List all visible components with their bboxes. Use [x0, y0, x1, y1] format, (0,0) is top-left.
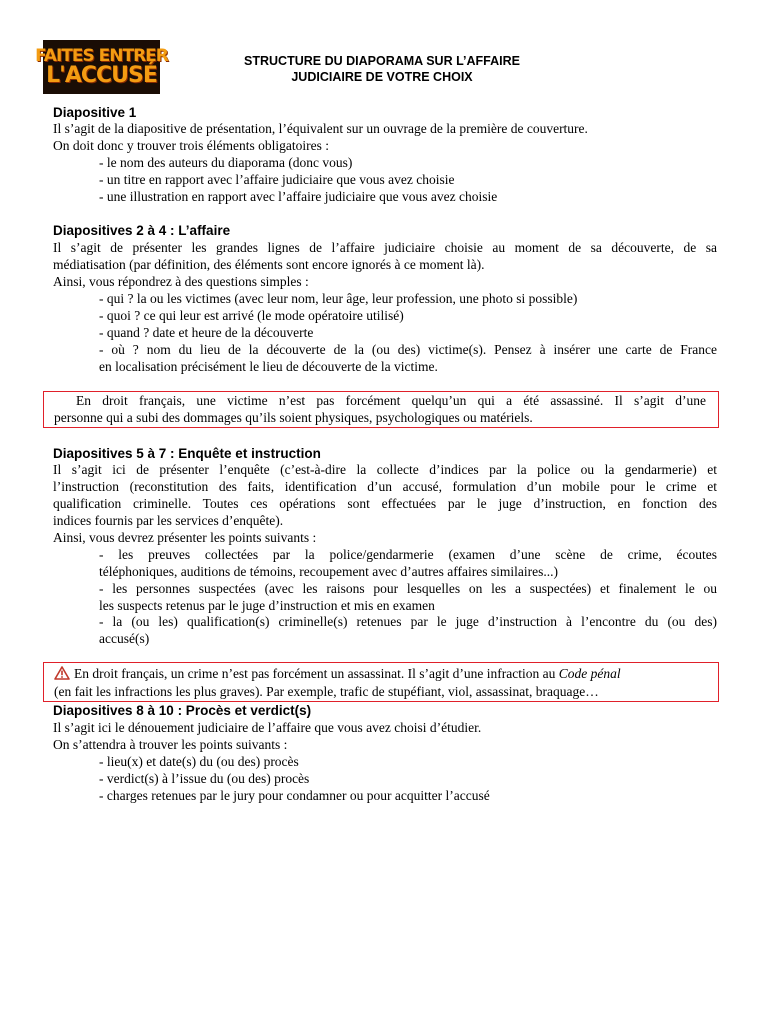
list-item: - les preuves collectées par la police/gendarmerie (examen d’une scène de crime, écoutes [99, 547, 717, 562]
section-1-heading: Diapositive 1 [53, 105, 137, 120]
note-box-victim [43, 391, 719, 428]
section-3-paragraph: indices fournis par les services d’enquête). [53, 513, 284, 528]
note-text: personne qui a subi des dommages qu’ils soient physiques, psychologiques ou matériels. [54, 410, 533, 425]
list-item: - une illustration en rapport avec l’affaire judiciaire que vous avez choisie [99, 189, 498, 204]
logo-line-2: L'ACCUSÉ [46, 62, 157, 88]
section-3-paragraph: qualification criminelle. Toutes ces opérations sont effectuées par le juge d’instruction, en fonction des [53, 496, 717, 511]
section-3-paragraph: Il s’agit ici de présenter l’enquête (c’est-à-dire la collecte d’indices par la police ou la gendarmerie) et [53, 462, 717, 477]
list-item: en localisation précisément le lieu de découverte de la victime. [99, 359, 438, 374]
list-item: les suspects retenus par le juge d’instruction et mis en examen [99, 598, 435, 613]
document-title [182, 53, 582, 85]
note-box-crime [43, 662, 719, 702]
section-2-heading: Diapositives 2 à 4 : L’affaire [53, 223, 231, 238]
section-4-paragraph: On s’attendra à trouver les points suivants : [53, 737, 288, 752]
note-text [74, 666, 706, 683]
section-1-paragraph: Il s’agit de la diapositive de présentation, l’équivalent sur un ouvrage de la première de couverture. [53, 121, 588, 136]
section-2-paragraph: Il s’agit de présenter les grandes lignes de l’affaire judiciaire choisie au moment de sa découverte, de sa [53, 240, 717, 255]
note-text: (en fait les infractions les plus graves). Par exemple, trafic de stupéfiant, viol, assassinat, braquage… [54, 684, 599, 699]
list-item: accusé(s) [99, 631, 150, 646]
section-4-paragraph: Il s’agit ici le dénouement judiciaire de l’affaire que vous avez choisi d’étudier. [53, 720, 482, 735]
list-item: - où ? nom du lieu de la découverte de la (ou des) victime(s). Pensez à insérer une carte de France [99, 342, 717, 357]
section-3-paragraph: l’instruction (reconstitution des faits, identification d’un accusé, formulation d’un mobile pour le crime et [53, 479, 717, 494]
list-item: - charges retenues par le jury pour condamner ou pour acquitter l’accusé [99, 788, 490, 803]
title-line-2: JUDICIAIRE DE VOTRE CHOIX [291, 70, 473, 84]
list-item: - lieu(x) et date(s) du (ou des) procès [99, 754, 299, 769]
list-item: - quoi ? ce qui leur est arrivé (le mode opératoire utilisé) [99, 308, 404, 323]
list-item: téléphoniques, auditions de témoins, recoupement avec d’autres affaires similaires...) [99, 564, 558, 579]
title-line-1: STRUCTURE DU DIAPORAMA SUR L’AFFAIRE [244, 54, 520, 68]
list-item: - le nom des auteurs du diaporama (donc vous) [99, 155, 353, 170]
show-logo [35, 40, 168, 94]
logo-line-1: FAITES ENTRER [35, 45, 168, 66]
section-1-paragraph: On doit donc y trouver trois éléments obligatoires : [53, 138, 329, 153]
list-item: - verdict(s) à l’issue du (ou des) procès [99, 771, 310, 786]
list-item: - un titre en rapport avec l’affaire judiciaire que vous avez choisie [99, 172, 455, 187]
list-item: - qui ? la ou les victimes (avec leur nom, leur âge, leur profession, une photo si possible) [99, 291, 578, 306]
warning-icon [54, 666, 70, 680]
section-3-heading: Diapositives 5 à 7 : Enquête et instruction [53, 446, 321, 461]
section-4-heading: Diapositives 8 à 10 : Procès et verdict(s) [53, 703, 312, 718]
section-2-paragraph: médiatisation (par définition, des éléments sont encore ignorés à ce moment là). [53, 257, 485, 272]
note-text-part: En droit français, un crime n’est pas forcément un assassinat. Il s’agit d’une infraction au [74, 666, 559, 681]
list-item: - la (ou les) qualification(s) criminelle(s) retenues par le juge d’instruction à l’encontre du (ou des) [99, 614, 717, 629]
list-item: - les personnes suspectées (avec les raisons pour lesquelles on les a suspectées) et finalement le ou [99, 581, 717, 596]
section-2-paragraph: Ainsi, vous répondrez à des questions simples : [53, 274, 309, 289]
code-penal-term: Code pénal [558, 666, 621, 681]
list-item: - quand ? date et heure de la découverte [99, 325, 314, 340]
note-text: En droit français, une victime n’est pas forcément quelqu’un qui a été assassiné. Il s’agit d’une [76, 393, 706, 408]
section-3-paragraph: Ainsi, vous devrez présenter les points suivants : [53, 530, 317, 545]
